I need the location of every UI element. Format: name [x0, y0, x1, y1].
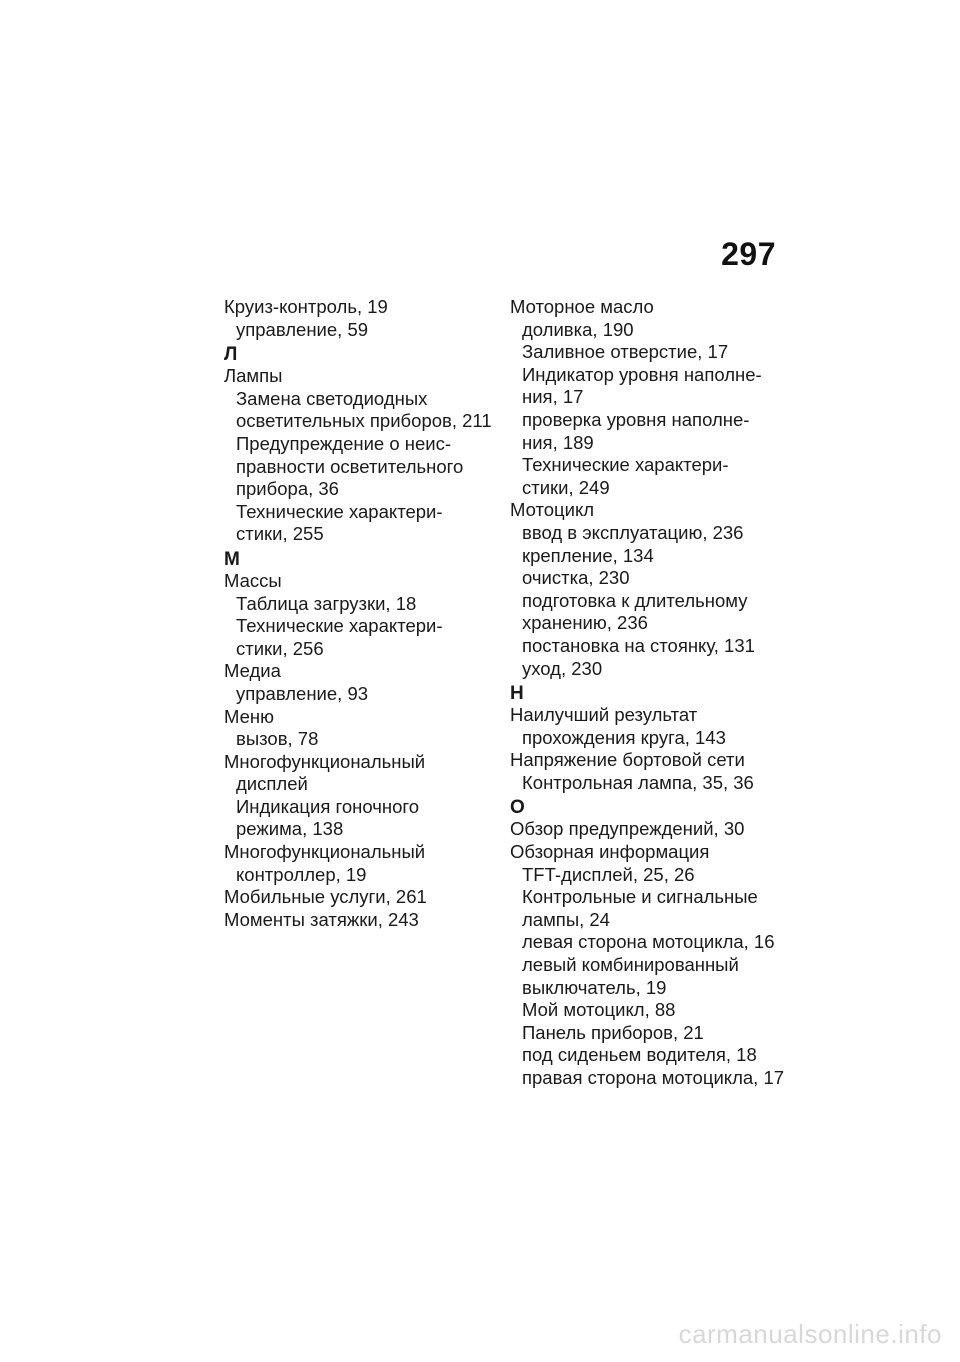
index-entry: Напряжение бортовой сети [510, 749, 745, 771]
index-subentry: стики, 249 [522, 476, 610, 498]
index-subentry: подготовка к длительному [522, 589, 748, 611]
index-subentry: ввод в эксплуатацию, 236 [522, 521, 744, 543]
index-subentry: управление, 93 [236, 682, 369, 704]
index-subentry: очистка, 230 [522, 567, 630, 589]
index-subentry: Предупреждение о неис- [236, 432, 452, 454]
index-subentry: крепление, 134 [522, 544, 654, 566]
index-subentry: левый комбинированный [522, 954, 739, 976]
index-subentry: Индикатор уровня наполне- [522, 363, 762, 385]
index-subentry: ния, 17 [522, 386, 584, 408]
index-subentry: под сиденьем водителя, 18 [522, 1044, 757, 1066]
index-subentry: контроллер, 19 [236, 863, 367, 885]
index-entry: Медиа [224, 660, 281, 682]
index-subentry: TFT-дисплей, 25, 26 [522, 863, 695, 885]
index-entry: Моменты затяжки, 243 [224, 908, 419, 930]
index-subentry: уход, 230 [522, 657, 603, 679]
index-subentry: режима, 138 [236, 818, 344, 840]
index-subentry: правая сторона мотоцикла, 17 [522, 1067, 785, 1088]
index-subentry: выключатель, 19 [522, 976, 667, 998]
index-subentry: дисплей [236, 773, 308, 795]
index-subentry: хранению, 236 [522, 612, 648, 634]
index-subentry: прибора, 36 [236, 478, 339, 500]
index-entry: Мобильные услуги, 261 [224, 886, 427, 908]
index-subentry: Панель приборов, 21 [522, 1021, 704, 1043]
index-entry: Лампы [224, 365, 283, 387]
index-entry: Круиз-контроль, 19 [224, 296, 388, 317]
index-subentry: прохождения круга, 143 [522, 726, 726, 748]
index-section-letter: О [510, 797, 525, 819]
index-subentry: Таблица загрузки, 18 [236, 592, 417, 614]
index-entry: Наилучший результат [510, 704, 698, 726]
index-subentry: Контрольная лампа, 35, 36 [522, 771, 754, 793]
index-subentry: вызов, 78 [236, 728, 319, 750]
index-entry: Моторное масло [510, 296, 654, 317]
index-subentry: осветительных приборов, 211 [236, 410, 492, 432]
index-subentry: правности осветительного [236, 455, 464, 477]
index-subentry: Замена светодиодных [236, 387, 428, 409]
index-subentry: доливка, 190 [522, 318, 634, 340]
index-subentry: Индикация гоночного [236, 795, 420, 817]
index-subentry: Контрольные и сигнальные [522, 886, 758, 908]
index-subentry: стики, 255 [236, 523, 324, 545]
index-subentry: Технические характери- [236, 615, 443, 637]
page-number: 297 [721, 236, 776, 272]
index-entry: Обзор предупреждений, 30 [510, 818, 745, 840]
index-column-right [510, 296, 785, 1090]
index-subentry: Мой мотоцикл, 88 [522, 999, 676, 1021]
index-subentry: ния, 189 [522, 431, 594, 453]
index-subentry: Технические характери- [236, 500, 443, 522]
index-entry: Массы [224, 569, 282, 591]
watermark: carmanualsonline.info [678, 1319, 942, 1349]
index-entry: Многофункциональный [224, 750, 426, 772]
index-subentry: постановка на стоянку, 131 [522, 634, 755, 656]
index-subentry: Технические характери- [522, 454, 729, 476]
index-entry: Мотоцикл [510, 499, 595, 521]
index-column-left [224, 296, 494, 931]
index-subentry: лампы, 24 [522, 908, 610, 930]
index-entry: Обзорная информация [510, 841, 710, 863]
index-section-letter: Н [510, 683, 524, 705]
index-subentry: проверка уровня наполне- [522, 408, 750, 430]
index-entry: Меню [224, 705, 274, 727]
index-section-letter: М [224, 548, 240, 570]
index-entry: Многофункциональный [224, 841, 426, 863]
index-subentry: левая сторона мотоцикла, 16 [522, 931, 775, 953]
index-section-letter: Л [224, 344, 238, 366]
index-subentry: стики, 256 [236, 637, 324, 659]
index-subentry: Заливное отверстие, 17 [522, 341, 729, 363]
index-subentry: управление, 59 [236, 318, 369, 340]
